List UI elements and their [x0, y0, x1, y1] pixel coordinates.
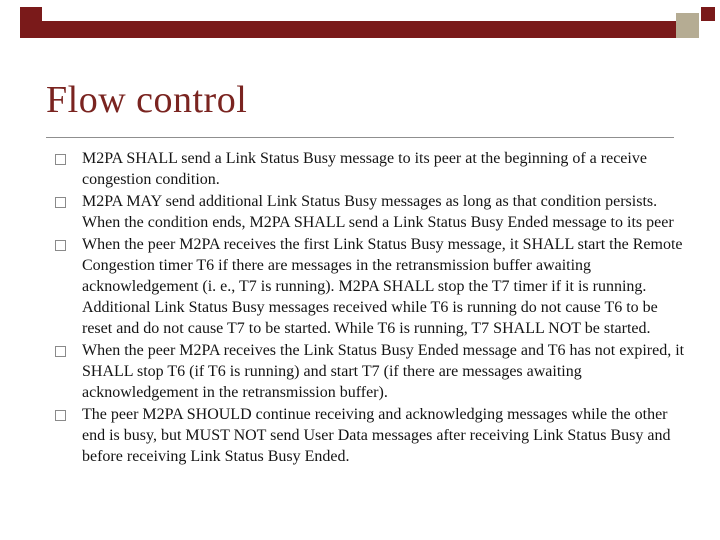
bullet-text: The peer M2PA SHOULD continue receiving and acknowledging messages while the other end is busy, but MUST NOT send User Data messages after receiving Link Status Busy and before receiving Link Status Busy Ended. — [82, 406, 671, 465]
bullet-text: M2PA MAY send additional Link Status Busy messages as long as that condition persists. When the condition ends, M2PA SHALL send a Link Status Busy Ended message to its peer — [82, 193, 674, 231]
bullet-item — [55, 148, 689, 190]
bullet-item — [55, 340, 689, 403]
bullet-text: When the peer M2PA receives the first Link Status Busy message, it SHALL start the Remote Congestion timer T6 if there are messages in the retransmission buffer awaiting acknowledgement (i. e., T7 is running). M2PA SHALL stop the T7 timer if it is running. Additional Link Status Busy messages received while T6 is running do not cause T6 to be reset and do not cause T7 to be started. While T6 is running, T7 SHALL NOT be started. — [82, 236, 683, 337]
bullet-square-icon — [55, 346, 66, 357]
bullet-item — [55, 191, 689, 233]
bullet-text: When the peer M2PA receives the Link Status Busy Ended message and T6 has not expired, it SHALL stop T6 (if T6 is running) and start T7 (if there are messages awaiting acknowledgement in the retransmission buffer). — [82, 342, 685, 401]
decoration-top-bar — [20, 21, 676, 38]
bullet-square-icon — [55, 197, 66, 208]
decoration-accent-square — [676, 13, 699, 38]
bullet-square-icon — [55, 154, 66, 165]
title-divider — [46, 137, 674, 138]
bullet-square-icon — [55, 240, 66, 251]
slide-title: Flow control — [46, 79, 248, 121]
decoration-left-square — [20, 7, 42, 21]
bullet-item — [55, 234, 689, 339]
bullet-square-icon — [55, 410, 66, 421]
bullet-list — [55, 148, 689, 468]
bullet-text: M2PA SHALL send a Link Status Busy message to its peer at the beginning of a receive congestion condition. — [82, 150, 647, 188]
bullet-item — [55, 404, 689, 467]
decoration-right-square — [701, 7, 715, 21]
